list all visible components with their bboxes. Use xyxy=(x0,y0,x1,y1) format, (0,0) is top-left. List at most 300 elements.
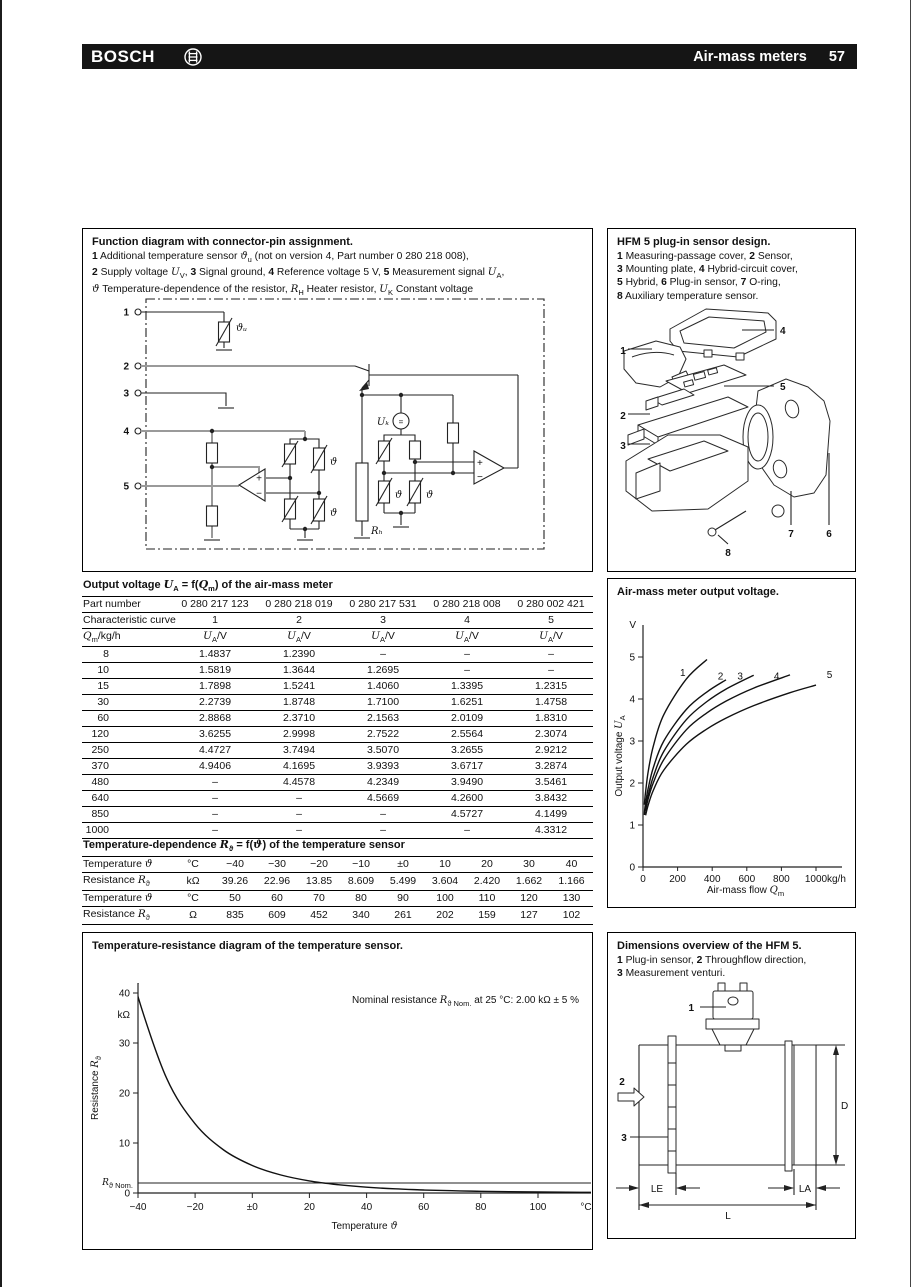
table-cell: 3.9393 xyxy=(341,759,425,775)
curve-label-2: 2 xyxy=(717,671,724,683)
hfm-caption-2: 3 Mounting plate, 4 Hybrid-circuit cover, xyxy=(617,264,798,276)
page-title: Air-mass meters xyxy=(693,48,807,65)
table-cell: 102 xyxy=(550,907,593,925)
x-tick-label: 200 xyxy=(669,874,686,885)
table-cell: 1.7100 xyxy=(341,695,425,711)
function-diagram-caption-2: 2 Supply voltage $U_V$, 3 Signal ground, 4 Reference voltage 5 V, 5 Measurement signal $U_A$, xyxy=(92,266,505,281)
dim-d-label: D xyxy=(841,1101,849,1112)
table-cell: 0 280 002 421 xyxy=(509,597,593,612)
y-unit-label: V xyxy=(629,620,636,631)
table-cell: 480 xyxy=(82,775,173,791)
throughflow-arrow xyxy=(618,1088,644,1106)
table-cell: 3 xyxy=(341,613,425,629)
part-4-label: 4 xyxy=(780,326,786,337)
x-tick-label: −20 xyxy=(186,1202,204,1213)
table-cell: Part number xyxy=(82,597,173,612)
temp-table-section xyxy=(82,838,593,925)
table-row xyxy=(82,791,593,807)
table-cell: – xyxy=(509,647,593,663)
table-cell: 2.0109 xyxy=(425,711,509,727)
table-row xyxy=(82,807,593,823)
table-cell: – xyxy=(173,807,257,823)
pin-5-terminal xyxy=(135,483,141,489)
table-cell: 202 xyxy=(424,907,466,925)
resistor xyxy=(410,441,421,459)
hfm-caption-3: 5 Hybrid, 6 Plug-in sensor, 7 O-ring, xyxy=(617,277,781,289)
part-6-label: 6 xyxy=(826,529,832,540)
aux-temp-sensor-tip xyxy=(708,528,716,536)
y-tick-label: 1 xyxy=(629,820,635,832)
y-tick-label: 30 xyxy=(118,1038,130,1050)
table-cell: – xyxy=(425,647,509,663)
dimensions-caption-1: 1 Plug-in sensor, 2 Throughflow direction, xyxy=(617,955,807,966)
temperature-resistance-chart xyxy=(83,933,594,1251)
pin-2-terminal xyxy=(135,363,141,369)
table-cell: 250 xyxy=(82,743,173,759)
table-cell: 1.2315 xyxy=(509,679,593,695)
x-tick-label: 600 xyxy=(738,874,756,885)
table-cell: 452 xyxy=(298,907,340,925)
y-tick-label: 10 xyxy=(118,1138,130,1150)
brand-logo-text: BOSCH xyxy=(91,46,155,66)
function-diagram-title: Function diagram with connector-pin assignment. xyxy=(92,236,353,248)
table-cell: Characteristic curve xyxy=(82,613,173,629)
table-cell: 3.2874 xyxy=(509,759,593,775)
table-cell: ±0 xyxy=(382,857,424,872)
table-cell: – xyxy=(173,791,257,807)
axes xyxy=(138,983,591,1193)
circuit-schematic xyxy=(83,229,594,573)
table-cell: 4.3312 xyxy=(509,823,593,839)
table-row xyxy=(82,743,593,759)
resistance-curve xyxy=(136,983,594,1193)
y-tick-label: 2 xyxy=(629,778,635,790)
table-cell: 4.2349 xyxy=(341,775,425,791)
table-cell: – xyxy=(257,823,341,839)
x-tick-label: 400 xyxy=(703,874,721,885)
table-cell: 120 xyxy=(82,727,173,743)
table-cell: 8 xyxy=(82,647,173,663)
table-cell: 22.96 xyxy=(256,873,298,891)
x-tick-label: ±0 xyxy=(246,1202,258,1213)
table-row xyxy=(82,857,593,872)
table-cell: 1.3395 xyxy=(425,679,509,695)
table-cell: Resistance $R_ϑ$ xyxy=(82,873,172,891)
table-cell: 30 xyxy=(82,695,173,711)
x-unit-label: °C xyxy=(580,1202,592,1213)
table-cell: 2.3710 xyxy=(257,711,341,727)
table-cell: 4.1695 xyxy=(257,759,341,775)
hfm-design-title: HFM 5 plug-in sensor design. xyxy=(617,236,771,248)
table-cell: 2.2739 xyxy=(173,695,257,711)
table-cell: °C xyxy=(172,857,214,872)
cover-foot xyxy=(736,353,744,360)
flange-plate xyxy=(785,1041,792,1171)
table-cell: 609 xyxy=(256,907,298,925)
y-unit-label: kΩ xyxy=(117,1010,130,1021)
table-row xyxy=(82,823,593,839)
table-cell: 1.2390 xyxy=(257,647,341,663)
temp-table-title: Temperature-dependence $R_ϑ = f(ϑ)$ of the temperature sensor xyxy=(82,838,593,857)
output-chart-ylabel: Output voltage $U_A$ xyxy=(614,715,627,797)
table-cell: kΩ xyxy=(172,873,214,891)
x-tick-label: 100 xyxy=(529,1202,547,1213)
curve-label-1: 1 xyxy=(680,667,686,679)
table-cell: 1.6251 xyxy=(425,695,509,711)
page-left-edge xyxy=(0,0,2,1287)
transistor-wires xyxy=(355,366,518,395)
table-header-row xyxy=(82,613,593,629)
pin-4-label: 4 xyxy=(123,426,129,438)
y-tick-label: 3 xyxy=(629,736,635,748)
table-cell: Resistance $R_ϑ$ xyxy=(82,907,172,925)
arrowhead-down xyxy=(833,1155,839,1165)
table-cell: – xyxy=(257,807,341,823)
resistor xyxy=(207,443,218,463)
table-cell: 30 xyxy=(508,857,550,872)
table-cell: 10 xyxy=(82,663,173,679)
table-cell: 0 280 217 123 xyxy=(173,597,257,612)
equals-sign: = xyxy=(398,417,404,427)
arrowhead xyxy=(629,1185,639,1191)
pin-2-label: 2 xyxy=(123,361,129,373)
output-chart-title: Air-mass meter output voltage. xyxy=(617,586,779,598)
table-cell: 2.1563 xyxy=(341,711,425,727)
table-cell: 3.5461 xyxy=(509,775,593,791)
table-cell: 5 xyxy=(509,613,593,629)
part-7-label: 7 xyxy=(788,529,794,540)
table-cell: – xyxy=(173,775,257,791)
part-2-label: 2 xyxy=(620,411,626,422)
table-row xyxy=(82,663,593,679)
pin-4-terminal xyxy=(135,428,141,434)
table-cell: Temperature ϑ xyxy=(82,857,172,872)
y-tick-label: 4 xyxy=(629,694,635,706)
table-cell: – xyxy=(257,791,341,807)
arrowhead xyxy=(639,1202,649,1208)
y-tick-label: 0 xyxy=(124,1188,130,1200)
table-cell: 2.9998 xyxy=(257,727,341,743)
tr-chart-title: Temperature-resistance diagram of the temperature sensor. xyxy=(92,940,403,952)
theta-label: ϑ xyxy=(330,457,338,468)
dim-l-label: L xyxy=(725,1211,731,1222)
table-cell: 3.7494 xyxy=(257,743,341,759)
table-cell: 20 xyxy=(466,857,508,872)
curve-label-3: 3 xyxy=(737,671,743,683)
table-cell: 2 xyxy=(257,613,341,629)
table-cell: 4 xyxy=(425,613,509,629)
table-cell: Ω xyxy=(172,907,214,925)
table-cell: −40 xyxy=(214,857,256,872)
table-cell: 60 xyxy=(256,891,298,907)
plug-collar xyxy=(706,1019,759,1029)
table-cell: 127 xyxy=(508,907,550,925)
tr-chart-xlabel: Temperature ϑ xyxy=(331,1221,398,1232)
pin-1-terminal xyxy=(135,309,141,315)
outlet-section xyxy=(794,1045,816,1165)
header-bar xyxy=(82,44,857,69)
table-cell: 1.4060 xyxy=(341,679,425,695)
hfm-exploded-view xyxy=(608,229,857,573)
table-cell: 4.5727 xyxy=(425,807,509,823)
uk-label: Uₖ xyxy=(376,417,389,428)
dimensions-title: Dimensions overview of the HFM 5. xyxy=(617,940,802,952)
dim-la-label: LA xyxy=(798,1184,812,1195)
table-cell: 340 xyxy=(340,907,382,925)
x-tick-label: 1000 xyxy=(804,874,828,885)
table-cell: 3.604 xyxy=(424,873,466,891)
table-cell: 10 xyxy=(424,857,466,872)
dimensions-box xyxy=(607,932,856,1239)
pin-5-label: 5 xyxy=(123,481,129,493)
table-cell: 3.8432 xyxy=(509,791,593,807)
sensor-tube-inner xyxy=(748,413,768,461)
tr-chart-ylabel: Resistance $R_ϑ$ xyxy=(90,1056,103,1120)
table-cell: 1.5819 xyxy=(173,663,257,679)
dim-part-2-label: 2 xyxy=(619,1077,625,1088)
table-cell: 850 xyxy=(82,807,173,823)
function-diagram-caption-3: ϑ Temperature-dependence of the resistor, $R_H$ Heater resistor, $U_K$ Constant voltage xyxy=(92,282,474,297)
x-tick-label: 60 xyxy=(418,1202,430,1213)
table-cell: 835 xyxy=(214,907,256,925)
output-voltage-chart xyxy=(608,579,857,909)
x-tick-label: 20 xyxy=(303,1202,315,1213)
y-tick-label: 20 xyxy=(118,1088,130,1100)
table-cell: 2.420 xyxy=(466,873,508,891)
table-cell: 100 xyxy=(424,891,466,907)
x-tick-label: 800 xyxy=(773,874,790,885)
table-row xyxy=(82,759,593,775)
op-amp-input-wires xyxy=(266,478,319,493)
rh-label: Rₕ xyxy=(371,526,383,537)
curve-label-5: 5 xyxy=(826,670,833,681)
curve-5 xyxy=(646,685,816,815)
reference-rail xyxy=(141,431,305,439)
pin-1-label: 1 xyxy=(123,307,129,319)
x-unit-label: kg/h xyxy=(827,874,846,885)
hfm-caption-4: 8 Auxiliary temperature sensor. xyxy=(617,290,759,302)
table-cell: 70 xyxy=(298,891,340,907)
table-cell: $U_A/V$ xyxy=(257,629,341,647)
table-cell: Temperature ϑ xyxy=(82,891,172,907)
theta-label: ϑ xyxy=(426,490,434,501)
function-diagram-box xyxy=(82,228,593,572)
table-cell: 3.5070 xyxy=(341,743,425,759)
table-cell: 1.4758 xyxy=(509,695,593,711)
table-cell: 261 xyxy=(382,907,424,925)
table-cell: 60 xyxy=(82,711,173,727)
output-chart-xlabel: Air-mass flow $Q_m$ xyxy=(706,885,785,898)
dimensions-caption-2: 3 Measurement venturi. xyxy=(617,968,726,980)
table-cell: 8.609 xyxy=(340,873,382,891)
x-tick-label: −40 xyxy=(129,1202,147,1213)
table-cell: 1.7898 xyxy=(173,679,257,695)
table-cell: 1.8310 xyxy=(509,711,593,727)
signal-ground-wire xyxy=(141,393,226,406)
table-cell: – xyxy=(173,823,257,839)
table-cell: – xyxy=(509,663,593,679)
table-row xyxy=(82,695,593,711)
measuring-plate xyxy=(668,1036,676,1173)
resistor xyxy=(207,506,218,526)
theta-label: ϑ xyxy=(330,508,338,519)
table-cell: °C xyxy=(172,891,214,907)
dim-le-label: LE xyxy=(650,1184,664,1195)
table-cell: 640 xyxy=(82,791,173,807)
theta-u-label: ϑᵤ xyxy=(236,323,248,334)
x-tick-label: 80 xyxy=(475,1202,487,1213)
o-ring xyxy=(772,505,784,517)
feedback-wire xyxy=(504,375,518,468)
arrowhead xyxy=(676,1185,686,1191)
emitter-arrow xyxy=(359,382,369,391)
table-row xyxy=(82,873,593,891)
y-tick-label: 5 xyxy=(629,652,635,664)
plug-base xyxy=(725,1045,741,1051)
output-chart-box xyxy=(607,578,856,908)
table-cell: −30 xyxy=(256,857,298,872)
table-row xyxy=(82,647,593,663)
arrowhead-up xyxy=(833,1045,839,1055)
table-cell: – xyxy=(341,647,425,663)
table-cell: 130 xyxy=(550,891,593,907)
table-cell: 4.2600 xyxy=(425,791,509,807)
mounting-plate-tab xyxy=(628,429,644,445)
table-cell: $U_A/V$ xyxy=(509,629,593,647)
table-cell: $Q_m/kg/h$ xyxy=(82,629,173,647)
arrowhead xyxy=(784,1185,794,1191)
page-number: 57 xyxy=(828,48,845,65)
table-cell: 13.85 xyxy=(298,873,340,891)
table-cell: 2.3074 xyxy=(509,727,593,743)
plus-input: + xyxy=(477,458,483,469)
heater-resistor xyxy=(356,463,368,521)
table-row xyxy=(82,775,593,791)
nominal-resistance-annotation: Nominal resistance $R_{ϑ Nom.}$ at 25 °C: 2.00 kΩ ± 5 % xyxy=(351,995,579,1008)
table-cell: 0 280 217 531 xyxy=(341,597,425,612)
table-cell: $U_A/V$ xyxy=(425,629,509,647)
table-cell: 2.7522 xyxy=(341,727,425,743)
table-cell: 1.8748 xyxy=(257,695,341,711)
table-cell: $U_A/V$ xyxy=(173,629,257,647)
table-cell: 370 xyxy=(82,759,173,775)
resistor xyxy=(448,423,459,443)
curve-2 xyxy=(644,680,726,815)
voltage-table-title: Output voltage $U_A = f(Q_m)$ of the air-mass meter xyxy=(82,578,593,597)
voltage-table xyxy=(82,597,593,839)
y-tick-label: 0 xyxy=(629,862,635,874)
table-cell: −20 xyxy=(298,857,340,872)
table-cell: 4.1499 xyxy=(509,807,593,823)
table-header-row xyxy=(82,629,593,647)
table-row xyxy=(82,679,593,695)
plug-neck xyxy=(712,1029,754,1045)
table-cell: – xyxy=(341,823,425,839)
part-1-label: 1 xyxy=(620,346,626,357)
table-cell: 40 xyxy=(550,857,593,872)
table-cell: 90 xyxy=(382,891,424,907)
table-cell: 1.5241 xyxy=(257,679,341,695)
table-cell: 1.166 xyxy=(550,873,593,891)
part-5-label: 5 xyxy=(780,382,786,393)
function-diagram-caption-1: 1 Additional temperature sensor $ϑ_u$ (not on version 4, Part number 0 280 218 008), xyxy=(92,250,469,265)
table-row xyxy=(82,727,593,743)
comparator-input-wires xyxy=(384,395,474,473)
table-cell: 3.6717 xyxy=(425,759,509,775)
dim-part-1-label: 1 xyxy=(688,1003,694,1014)
table-cell: 120 xyxy=(508,891,550,907)
cover-foot xyxy=(704,350,712,357)
table-cell: 39.26 xyxy=(214,873,256,891)
table-cell: 1000 xyxy=(82,823,173,839)
plug-detail xyxy=(728,997,738,1005)
dimensions-drawing xyxy=(608,933,857,1240)
table-cell: 0 280 218 008 xyxy=(425,597,509,612)
hfm-design-box xyxy=(607,228,856,572)
table-cell: 15 xyxy=(82,679,173,695)
table-cell: – xyxy=(341,807,425,823)
temp-sensor-wire xyxy=(141,312,224,348)
table-cell: 2.5564 xyxy=(425,727,509,743)
pin-3-terminal xyxy=(135,390,141,396)
table-row xyxy=(82,891,593,907)
hfm-caption-1: 1 Measuring-passage cover, 2 Sensor, xyxy=(617,251,793,262)
part-3-label: 3 xyxy=(620,441,626,452)
sensor-boundary xyxy=(146,299,544,549)
bosch-armature-icon xyxy=(183,47,203,67)
dim-part-3-label: 3 xyxy=(621,1133,627,1144)
table-row xyxy=(82,711,593,727)
y-tick-label: 40 xyxy=(118,988,130,1000)
x-tick-label: 0 xyxy=(640,874,646,885)
table-cell: 5.499 xyxy=(382,873,424,891)
table-cell: 2.9212 xyxy=(509,743,593,759)
pin-3-label: 3 xyxy=(123,388,129,400)
table-cell: 50 xyxy=(214,891,256,907)
table-cell: 3.2655 xyxy=(425,743,509,759)
arrowhead xyxy=(816,1185,826,1191)
x-tick-label: 40 xyxy=(361,1202,373,1213)
theta-label: ϑ xyxy=(395,490,403,501)
table-cell: 1.662 xyxy=(508,873,550,891)
table-cell: – xyxy=(425,823,509,839)
nominal-line-label: $R_{ϑ Nom.}$ xyxy=(102,1178,133,1190)
table-cell: 3.9490 xyxy=(425,775,509,791)
table-cell: $U_A/V$ xyxy=(341,629,425,647)
table-cell: 3.6255 xyxy=(173,727,257,743)
table-header-row xyxy=(82,597,593,612)
voltage-table-section xyxy=(82,578,593,839)
table-cell: 2.8868 xyxy=(173,711,257,727)
table-cell: – xyxy=(425,663,509,679)
curve-label-4: 4 xyxy=(773,671,780,683)
table-cell: −10 xyxy=(340,857,382,872)
table-cell: 110 xyxy=(466,891,508,907)
table-cell: 4.4578 xyxy=(257,775,341,791)
table-cell: 1.4837 xyxy=(173,647,257,663)
temp-table xyxy=(82,857,593,925)
minus-input: − xyxy=(477,472,483,483)
table-cell: 4.9406 xyxy=(173,759,257,775)
part-8-label: 8 xyxy=(725,548,731,559)
table-cell: 4.5669 xyxy=(341,791,425,807)
tr-chart-box xyxy=(82,932,593,1250)
table-cell: 0 280 218 019 xyxy=(257,597,341,612)
table-cell: 1 xyxy=(173,613,257,629)
table-row xyxy=(82,907,593,925)
curve-4 xyxy=(646,675,790,811)
table-cell: 4.4727 xyxy=(173,743,257,759)
